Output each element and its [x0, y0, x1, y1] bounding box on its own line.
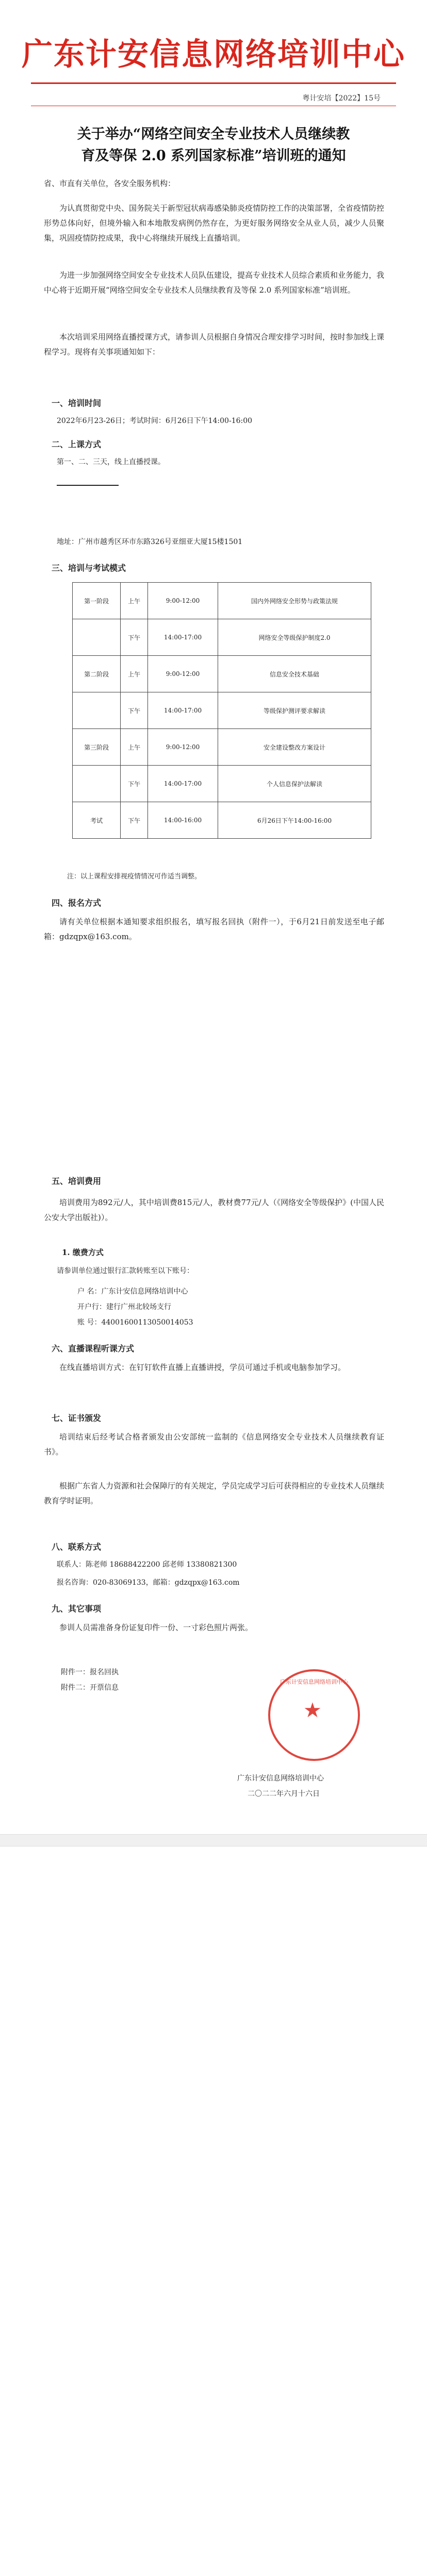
schedule-cell: 第三阶段 — [73, 729, 121, 766]
attachment-1-label: 附件一：报名回执 — [61, 1668, 119, 1676]
notice-title-line1: 关于举办“网络空间安全专业技术人员继续教 — [77, 126, 350, 142]
payment-method-heading: 1. 缴费方式 — [62, 1248, 104, 1257]
org-title: 广东计安信息网络培训中心 — [22, 37, 405, 73]
section-heading-exam-mode: 三、培训与考试模式 — [52, 563, 126, 573]
section-heading-training-time: 一、培训时间 — [52, 398, 102, 408]
signature-org: 广东计安信息网络培训中心 — [237, 1774, 324, 1783]
schedule-cell: 下午 — [121, 619, 148, 656]
payment-method-text: 请参训单位通过银行汇款转账至以下账号： — [57, 1267, 194, 1275]
schedule-cell: 14:00-16:00 — [147, 802, 218, 839]
schedule-cell: 9:00-12:00 — [147, 729, 218, 766]
section-heading-certificate: 七、证书颁发 — [52, 1413, 102, 1423]
schedule-cell: 下午 — [121, 766, 148, 802]
schedule-row — [73, 583, 371, 619]
intro-paragraph-3: 本次培训采用网络直播授课方式，请参训人员根据自身情况合理安排学习时间，按时参加线上课程学习。现将有关事项通知如下： — [44, 332, 385, 357]
section-heading-contact: 八、联系方式 — [52, 1542, 102, 1552]
schedule-cell: 个人信息保护法解读 — [218, 766, 371, 802]
schedule-cell — [73, 766, 121, 802]
other-text: 参训人员需准备身份证复印件一份、一寸彩色照片两张。 — [59, 1623, 253, 1632]
schedule-row — [73, 656, 371, 692]
account-number: 账 号：44001600113050014053 — [77, 1318, 193, 1327]
schedule-cell: 6月26日下午14:00-16:00 — [218, 802, 371, 839]
schedule-note: 注：以上课程安排视疫情情况可作适当调整。 — [67, 873, 202, 880]
schedule-cell — [73, 692, 121, 729]
seal-text: 广东计安信息网络培训中心 — [280, 1679, 348, 1685]
schedule-cell: 信息安全技术基础 — [218, 656, 371, 692]
section-heading-other: 九、其它事项 — [52, 1604, 102, 1614]
training-address: 地址：广州市越秀区环市东路326号亚细亚大厦15楼1501 — [57, 538, 243, 546]
intro-paragraph-1: 为认真贯彻党中央、国务院关于新型冠状病毒感染肺炎疫情防控工作的决策部署，全省疫情防控形势总体向好，但境外输入和本地散发病例仍然存在，为更好服务网络安全从业人员，减少人员聚集，巩固疫情防控成果，我中心将继续开展线上直播培训。 — [44, 204, 385, 243]
schedule-cell: 国内外网络安全形势与政策法规 — [218, 583, 371, 619]
official-seal — [268, 1669, 360, 1761]
schedule-cell: 下午 — [121, 692, 148, 729]
contact-line-2: 报名咨询：020-83069133，邮箱：gdzqpx@163.com — [57, 1579, 240, 1587]
schedule-cell: 等级保护测评要求解读 — [218, 692, 371, 729]
schedule-cell: 网络安全等级保护制度2.0 — [218, 619, 371, 656]
account-name: 户 名：广东计安信息网络培训中心 — [77, 1287, 188, 1296]
schedule-row — [73, 619, 371, 656]
bar-decoration — [57, 479, 387, 492]
section-heading-class-mode: 二、上课方式 — [52, 439, 102, 449]
star-icon: ★ — [303, 1699, 322, 1722]
certificate-text-2: 根据广东省人力资源和社会保障厅的有关规定，学员完成学习后可获得相应的专业技术人员继续教育学时证明。 — [44, 1481, 385, 1505]
schedule-row — [73, 802, 371, 839]
fees-text: 培训费用为892元/人，其中培训费815元/人，教材费77元/人（《网络安全等级保护》(中国人民公安大学出版社)）。 — [44, 1198, 384, 1222]
schedule-row — [73, 729, 371, 766]
schedule-cell — [73, 619, 121, 656]
schedule-cell: 上午 — [121, 656, 148, 692]
schedule-table — [72, 582, 371, 839]
schedule-cell: 9:00-12:00 — [147, 656, 218, 692]
certificate-text-1: 培训结束后经考试合格者颁发由公安部统一监制的《信息网络安全专业技术人员继续教育证书》。 — [44, 1432, 384, 1456]
schedule-row — [73, 766, 371, 802]
schedule-cell: 14:00-17:00 — [147, 692, 218, 729]
schedule-cell: 14:00-17:00 — [147, 619, 218, 656]
schedule-cell: 第二阶段 — [73, 656, 121, 692]
account-bank: 开户行：建行广州北较场支行 — [77, 1303, 171, 1311]
registration-text: 请有关单位根据本通知要求组织报名，填写报名回执（附件一），于6月21日前发送至电子邮箱：gdzqpx@163.com。 — [44, 917, 384, 941]
training-time-text: 2022年6月23-26日；考试时间：6月26日下午14:00-16:00 — [57, 417, 253, 425]
schedule-cell: 考试 — [73, 802, 121, 839]
salutation: 省、市直有关单位，各安全服务机构： — [44, 179, 176, 188]
page-separator — [0, 1834, 427, 1846]
notice-title — [46, 124, 381, 167]
schedule-cell: 14:00-17:00 — [147, 766, 218, 802]
intro-paragraph-2: 为进一步加强网络空间安全专业技术人员队伍建设，提高专业技术人员综合素质和业务能力，我中心将于近期开展“网络空间安全专业技术人员继续教育及等保 2.0 系列国家标准”培训班。 — [44, 270, 385, 295]
red-rule — [31, 82, 396, 84]
attachment-2-label: 附件二：开票信息 — [61, 1684, 119, 1692]
document-number: 粤计安培【2022】15号 — [302, 94, 381, 103]
section-heading-fees: 五、培训费用 — [52, 1176, 102, 1186]
schedule-cell: 安全建设整改方案设计 — [218, 729, 371, 766]
schedule-cell: 上午 — [121, 729, 148, 766]
section-heading-registration: 四、报名方式 — [52, 898, 102, 908]
contact-line-1: 联系人：陈老师 18688422200 邱老师 13380821300 — [57, 1561, 237, 1569]
live-text: 在线直播培训方式：在钉钉软件直播上直播讲授，学员可通过手机或电脑参加学习。 — [59, 1363, 346, 1372]
notice-title-line2: 育及等保 2.0 系列国家标准”培训班的通知 — [81, 148, 346, 164]
schedule-cell: 第一阶段 — [73, 583, 121, 619]
class-mode-text: 第一、二、三天，线上直播授课。 — [57, 458, 165, 466]
signature-date: 二〇二二年六月十六日 — [248, 1790, 320, 1798]
section-heading-live: 六、直播课程听课方式 — [52, 1344, 135, 1353]
schedule-row — [73, 692, 371, 729]
schedule-cell: 9:00-12:00 — [147, 583, 218, 619]
schedule-cell: 下午 — [121, 802, 148, 839]
schedule-cell: 上午 — [121, 583, 148, 619]
